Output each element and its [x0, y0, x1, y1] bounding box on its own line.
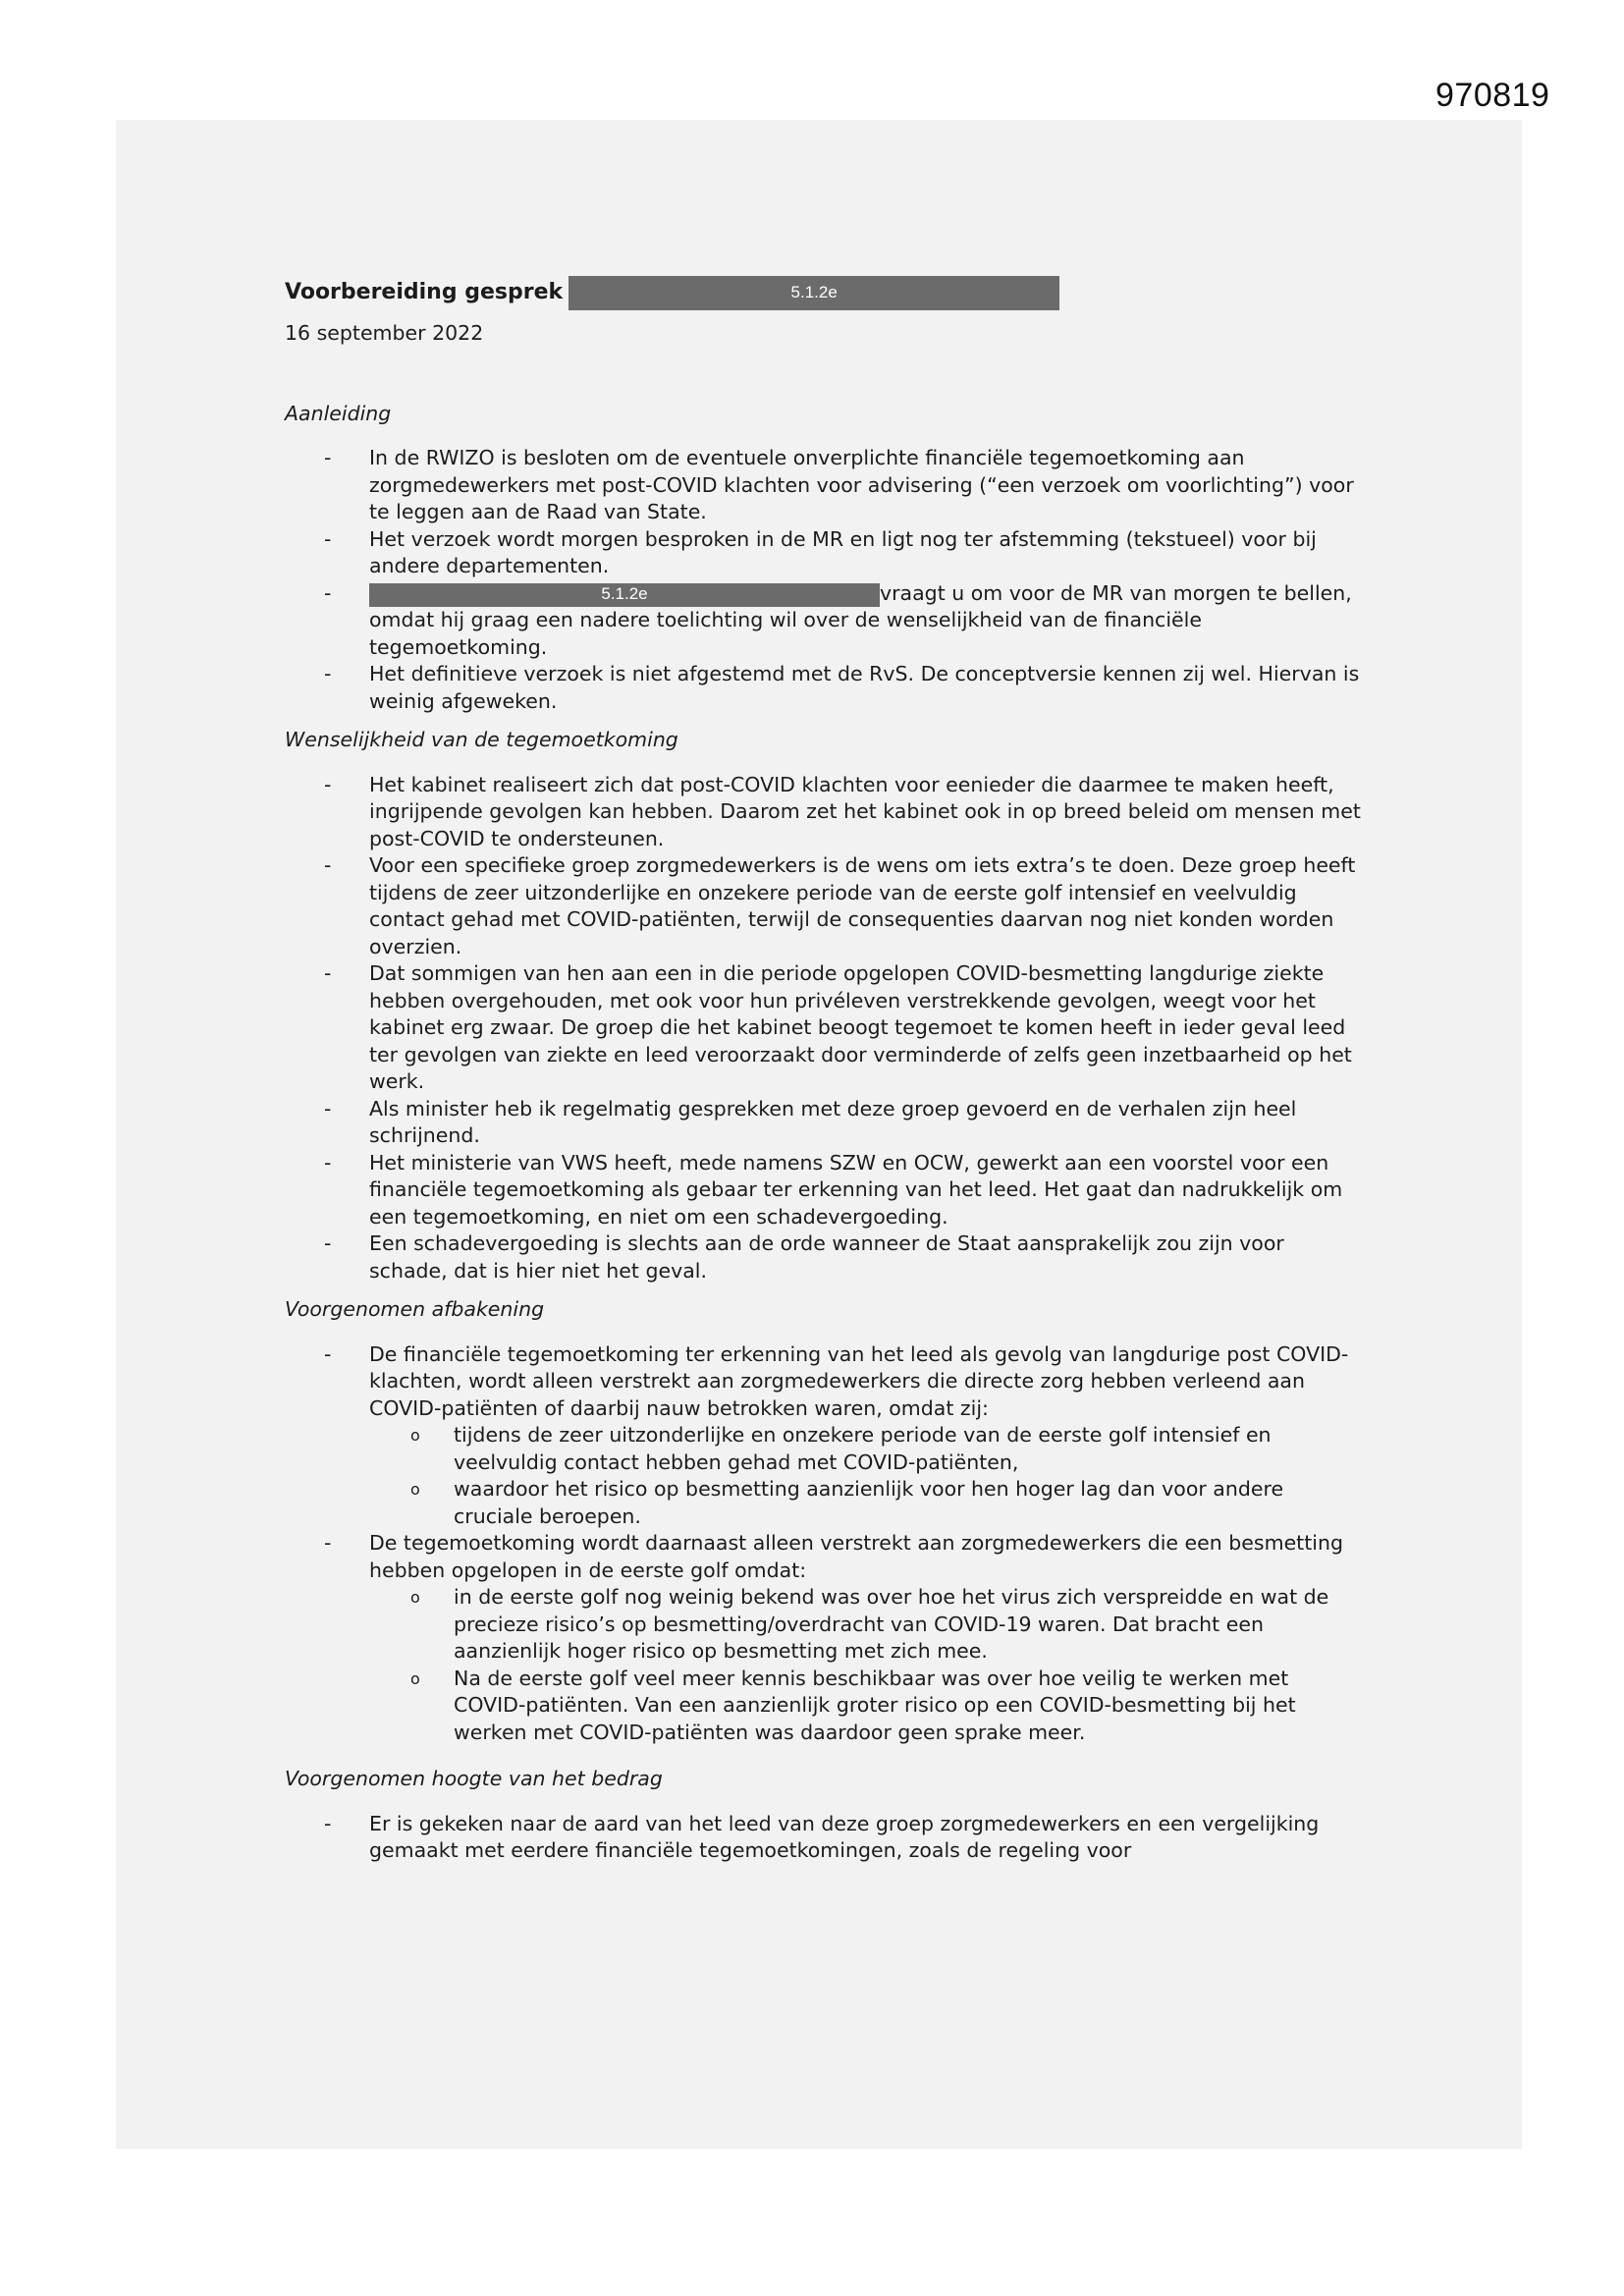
redaction-block: 5.1.2e [369, 583, 880, 607]
list-item: - Een schadevergoeding is slechts aan de orde wanneer de Staat aansprakelijk zou zijn voor schade, dat is hier niet het geval. [369, 1230, 1365, 1285]
sub-list-item: o tijdens de zeer uitzonderlijke en onzekere periode van de eerste golf intensief en veelvuldig contact hebben gehad met COVID-patiënten, [454, 1422, 1365, 1476]
wenselijkheid-list [285, 772, 1365, 1285]
list-item [369, 580, 1365, 662]
list-item: - Als minister heb ik regelmatig gesprekken met deze groep gevoerd en de verhalen zijn heel schrijnend. [369, 1096, 1365, 1150]
list-item-text: De financiële tegemoetkoming ter erkenning van het leed als gevolg van langdurige post COVID-klachten, wordt alleen verstrekt aan zorgmedewerkers die directe zorg hebben verleend aan COVID-patiënten of daarbij nauw betrokken waren, omdat zij: [369, 1341, 1349, 1420]
sub-list-item: o in de eerste golf nog weinig bekend was over hoe het virus zich verspreidde en wat de precieze risico’s op besmetting/overdracht van COVID-19 waren. Dat bracht een aanzienlijk hoger risico op besmetting met zich mee. [454, 1584, 1365, 1666]
sub-list-item: o waardoor het risico op besmetting aanzienlijk voor hen hoger lag dan voor andere cruciale beroepen. [454, 1476, 1365, 1530]
list-item: - Dat sommigen van hen aan een in die periode opgelopen COVID-besmetting langdurige ziekte hebben overgehouden, met ook voor hun privéleven verstrekkende gevolgen, weegt voor het kabinet erg zwaar. De groep die het kabinet beoogt tegemoet te komen heeft in ieder geval leed ter gevolgen van ziekte en leed veroorzaakt door verminderde of zelfs geen inzetbaarheid op het werk. [369, 960, 1365, 1096]
section-heading-wenselijkheid: Wenselijkheid van de tegemoetkoming [285, 728, 678, 751]
list-item: - Er is gekeken naar de aard van het leed van deze groep zorgmedewerkers en een vergelijking gemaakt met eerdere financiële tegemoetkomingen, zoals de regeling voor [369, 1811, 1365, 1865]
hoogte-list [285, 1811, 1365, 1865]
document-number: 970819 [1435, 77, 1550, 114]
list-item-text: De tegemoetkoming wordt daarnaast alleen verstrekt aan zorgmedewerkers die een besmetting hebben opgelopen in de eerste golf omdat: [369, 1531, 1343, 1582]
afbakening-list [285, 1341, 1365, 1747]
list-item: - Het ministerie van VWS heeft, mede namens SZW en OCW, gewerkt aan een voorstel voor een financiële tegemoetkoming als gebaar ter erkenning van het leed. Het gaat dan nadrukkelijk om een tegemoetkoming, en niet om een schadevergoeding. [369, 1150, 1365, 1231]
list-item-text: vraagt u om voor de MR van morgen te bellen, omdat hij graag een nadere toelichting wil over de wenselijkheid van de financiële tegemoetkoming. [369, 580, 1352, 659]
document-date: 16 september 2022 [285, 321, 484, 345]
section-heading-hoogte: Voorgenomen hoogte van het bedrag [285, 1767, 663, 1790]
list-item [369, 1530, 1365, 1746]
sub-list [369, 1584, 1365, 1746]
list-item: - Het definitieve verzoek is niet afgestemd met de RvS. De conceptversie kennen zij wel. Hiervan is weinig afgeweken. [369, 661, 1365, 715]
list-item: - Het kabinet realiseert zich dat post-COVID klachten voor eenieder die daarmee te maken heeft, ingrijpende gevolgen kan hebben. Daarom zet het kabinet ook in op breed beleid om mensen met post-COVID te ondersteunen. [369, 772, 1365, 853]
document-title: Voorbereiding gesprek [285, 280, 564, 305]
aanleiding-list [285, 445, 1365, 715]
list-item: - Het verzoek wordt morgen besproken in de MR en ligt nog ter afstemming (tekstueel) voor bij andere departementen. [369, 526, 1365, 580]
section-heading-afbakening: Voorgenomen afbakening [285, 1297, 545, 1321]
title-row [285, 275, 1365, 310]
list-item: - Voor een specifieke groep zorgmedewerkers is de wens om iets extra’s te doen. Deze groep heeft tijdens de zeer uitzonderlijke en onzekere periode van de eerste golf intensief en veelvuldig contact gehad met COVID-patiënten, terwijl de consequenties daarvan nog niet konden worden overzien. [369, 852, 1365, 960]
list-item [369, 1341, 1365, 1531]
section-heading-aanleiding: Aanleiding [285, 401, 392, 425]
sub-list [369, 1422, 1365, 1530]
list-item: - In de RWIZO is besloten om de eventuele onverplichte financiële tegemoetkoming aan zorgmedewerkers met post-COVID klachten voor advisering (“een verzoek om voorlichting”) voor te leggen aan de Raad van State. [369, 445, 1365, 526]
document-body [285, 275, 1365, 1865]
redaction-block: 5.1.2e [568, 276, 1059, 310]
sub-list-item: o Na de eerste golf veel meer kennis beschikbaar was over hoe veilig te werken met COVID-patiënten. Van een aanzienlijk groter risico op een COVID-besmetting bij het werken met COVID-patiënten was daardoor geen sprake meer. [454, 1666, 1365, 1747]
